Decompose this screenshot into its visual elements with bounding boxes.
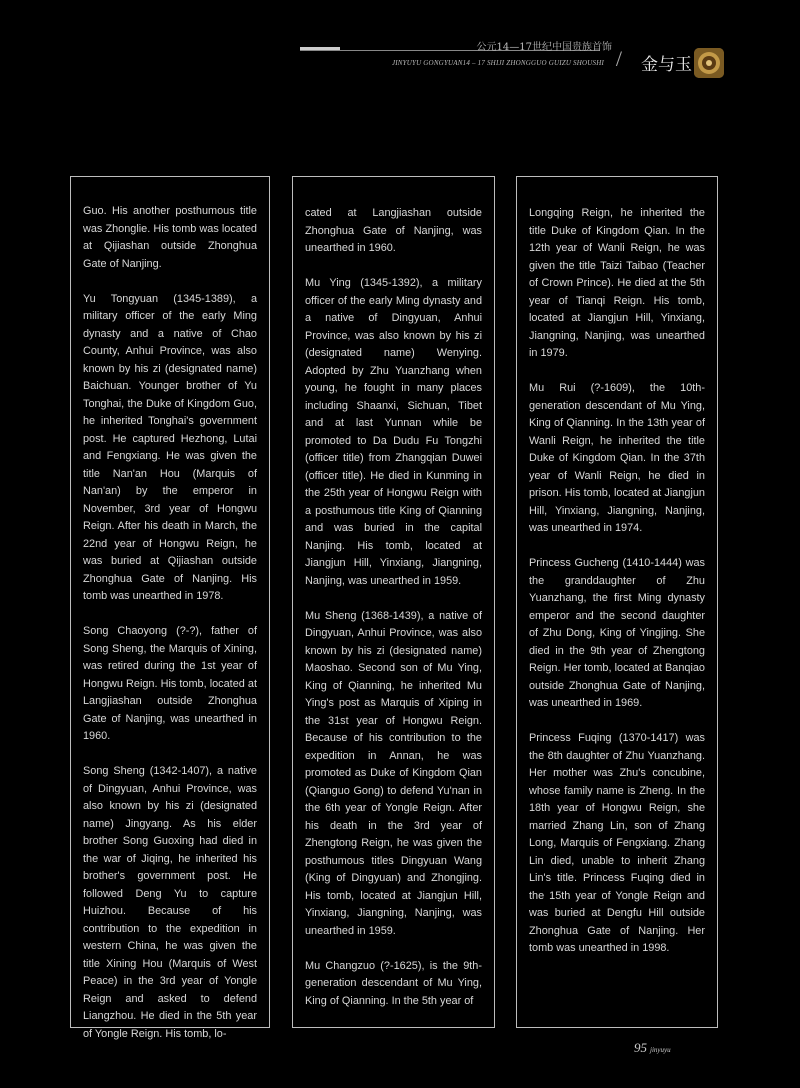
paragraph: Song Chaoyong (?-?), father of Song Sheng, the Marquis of Xining, was retired during the 1st year of Hongwu Reign. His tomb, located at Langjiashan outside Zhonghua Gate of Nanjing, was unearthed in 1960. [83, 625, 257, 742]
paragraph: Mu Rui (?-1609), the 10th-generation descendant of Mu Ying, King of Qianning. In the 13th year of Wanli Reign, he inherited the title Duke of Kingdom Qian. In the 37th year of Wanli Reign, he died in prison. His tomb, located at Jiangjun Hill, Yinxiang, Jiangning, Nanjing, was unearthed in 1974. [529, 382, 705, 534]
page-footer [634, 1040, 671, 1056]
header-divider: / [615, 46, 622, 71]
paragraph: Song Sheng (1342-1407), a native of Dingyuan, Anhui Province, was also known by his zi (designated name) Jingyang. As his elder brother Song Guoxing had died in the war of Jiqing, he inherited his brother's government post. He followed Deng Yu to capture Huizhou. Because of his contribution to the expedition in western China, he was given the title Xining Hou (Marquis of West Peace) in the 3rd year of Yongle Reign and asked to defend Liangzhou. He died in the 5th year of Yongle Reign. His tomb, lo- [83, 765, 257, 1040]
paragraph: Mu Changzuo (?-1625), is the 9th-generation descendant of Mu Ying, King of Qianning. In the 5th year of [305, 959, 482, 1007]
publication-name: jinyuyu [650, 1046, 671, 1054]
paragraph: Princess Gucheng (1410-1444) was the granddaughter of Zhu Yuanzhang, the first Ming dynasty emperor and the second daughter of Zhu Dong, King of Yingjing. She died in the 9th year of Zhengtong Reign. Her tomb, located at Banqiao outside Zhonghua Gate of Nanjing, was unearthed in 1969. [529, 557, 705, 709]
paragraph: Mu Sheng (1368-1439), a native of Dingyuan, Anhui Province, was also known by his zi (designated name) Maoshao. Second son of Mu Ying, King of Qianning, he inherited Mu Ying's post as Marquis of Xiping in the 31st year of Hongwu Reign. Because of his contribution to the expedition in Annan, he was promoted as Duke of Kingdom Qian (Qianguo Gong) to defend Yu'nan in the 6th year of Yongle Reign. After his death in the 3rd year of Zhengtong Reign, he was given the posthumous titles Dingyuan Wang (King of Dingyuan) and Zhongjing. His tomb, located at Jiangjun Hill, Yinxiang, Jiangning, Nanjing, was unearthed in 1959. [305, 609, 482, 937]
paragraph: Princess Fuqing (1370-1417) was the 8th daughter of Zhu Yuanzhang. Her mother was Zhu's concubine, whose family name is Zheng. In the 18th year of Hongwu Reign, she married Zhang Lin, son of Zhang Long, Marquis of Fengxiang. Zhang Lin died, unable to inherit Zhang Lin's title. Princess Fuqing died in the 15th year of Yongle Reign and was buried at Dengfu Hill outside Zhonghua Gate of Nanjing. Her tomb was unearthed in 1998. [529, 732, 705, 954]
text-column-3 [516, 176, 718, 1028]
emblem-icon [694, 48, 724, 78]
text-column-1 [70, 176, 270, 1040]
text-column-2 [292, 176, 495, 1028]
paragraph: Yu Tongyuan (1345-1389), a military officer of the early Ming dynasty and a native of Chao County, Anhui Province, was also known by his zi (designated name) Baichuan. Younger brother of Yu Tonghai, the Duke of Kingdom Guo, he inherited Tonghai's government post. He captured Hezhong, Lutai and Fengxiang. He was given the title Nan'an Hou (Marquis of Nan'an) by the emperor in November, 3rd year of Hongwu Reign. After his death in March, the 22nd year of Hongwu Reign, he was buried at Qijiashan outside Zhonghua Gate of Nanjing. His tomb was unearthed in 1978. [83, 292, 257, 602]
header-chinese-title: 公元14—17世纪中国贵族首饰 [476, 42, 612, 53]
header-pinyin-title: JINYUYU GONGYUAN14 – 17 SHIJI ZHONGGUO GUIZU SHOUSHI [391, 59, 604, 67]
paragraph: cated at Langjiashan outside Zhonghua Gate of Nanjing, was unearthed in 1960. [305, 207, 482, 254]
running-header [300, 36, 730, 86]
paragraph: Guo. His another posthumous title was Zhonglie. His tomb was located at Qijiashan outside Zhonghua Gate of Nanjing. [83, 205, 257, 270]
paragraph: Mu Ying (1345-1392), a military officer of the early Ming dynasty and a native of Dingyuan, Anhui Province, was also known by his zi (designated name) Wenying. Adopted by Zhu Yuanzhang when young, he fought in many places including Shaanxi, Sichuan, Tibet and at last Yunnan while be promoted to Da Dudu Fu Tongzhi (officer title) from Zhangqian Duwei (officer title). He died in Kunming in the 25th year of Hongwu Reign with a posthumous title King of Qianning and was buried in the capital Nanjing. His tomb, located at Jiangjun Hill, Yinxiang, Jiangning, Nanjing, was unearthed in 1959. [305, 277, 482, 587]
paragraph: Longqing Reign, he inherited the title Duke of Kingdom Qian. In the 12th year of Wanli Reign, he was given the title Taizi Taibao (Teacher of Crown Prince). He died at the 5th year of Tianqi Reign. His tomb, located at Jiangjun Hill, Yinxiang, Jiangning, Nanjing, was unearthed in 1979. [529, 207, 705, 359]
page-number: 95 [634, 1040, 647, 1055]
header-brand: 金与玉 [641, 55, 692, 75]
